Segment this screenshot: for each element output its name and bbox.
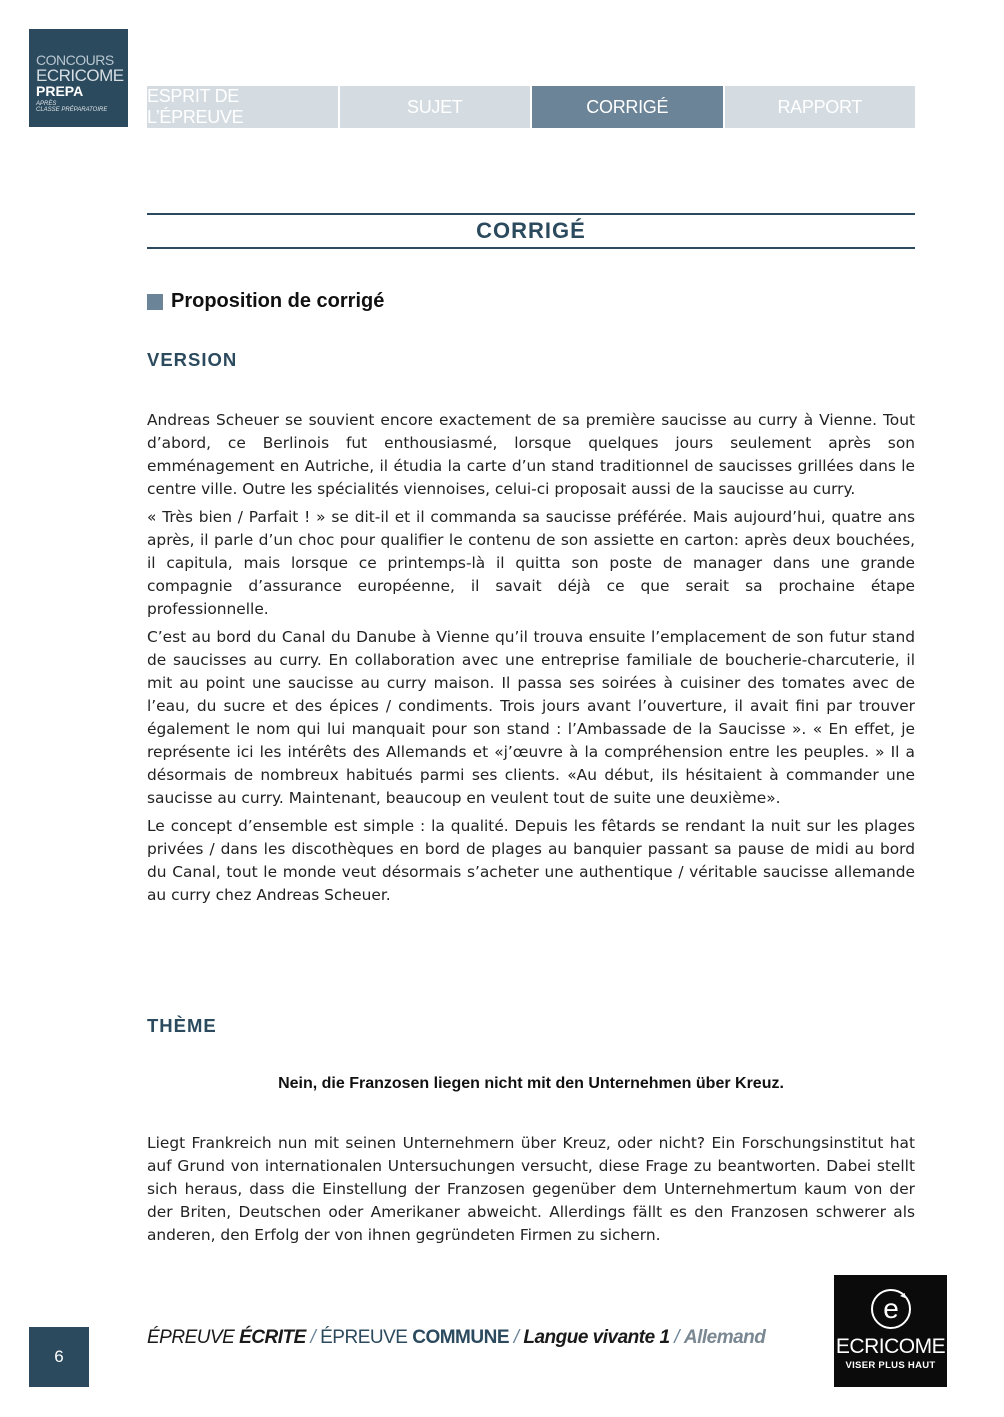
version-paragraph: « Très bien / Parfait ! » se dit-il et il commanda sa saucisse préférée. Mais aujourd’hui, quatre ans après, il parle d’un choc pour qualifier le contenu de son assiette en carton: après deux bouchées, il capitula, mais lorsque ce printemps-là il quitta son poste de manager dans une grande compagnie d’assurance européenne, il savait déjà ce que serait sa prochaine étape professionnelle. [147,508,915,618]
footer-separator: / [509,1327,524,1348]
page-title: CORRIGÉ [476,218,586,243]
footer-exam-info [147,1327,765,1349]
tab-sujet[interactable]: SUJET [340,86,531,128]
footer-separator: / [305,1327,321,1348]
subheading-text: Proposition de corrigé [171,290,385,312]
theme-title: Nein, die Franzosen liegen nicht mit den Unternehmen über Kreuz. [278,1075,784,1092]
logo-line-prepa: PREPA [36,83,84,99]
subheading [147,290,384,313]
theme-label: THÈME [147,1015,217,1036]
concours-logo [29,29,128,127]
tab-esprit-epreuve[interactable]: ESPRIT DE L’ÉPREUVE [147,86,338,128]
page-title-bar [147,213,915,249]
footer-epreuve-label-2: ÉPREUVE [320,1327,413,1348]
version-paragraph: Andreas Scheuer se souvient encore exactement de sa première saucisse au curry à Vienne. Tout d’abord, ce Berlinois fut enthousiasmé, lorsque quelques jours seulement après son emménagement en Autriche, il étudia la carte d’un stand traditionnel de saucisses grillées dans le centre ville. Outre les spécialités viennoises, celui-ci proposait aussi de la saucisse au curry. [147,411,915,498]
version-paragraph: C’est au bord du Canal du Danube à Vienne qu’il trouva ensuite l’emplacement de son futur stand de saucisses au curry. En collaboration avec une entreprise familiale de boucherie-charcuterie, il mit au point une saucisse au curry maison. Il passa ses soirées à cuisiner des tomates avec de l’eau, du sucre et des épices / condiments. Trois jours avant l’ouverture, il avait fini par trouver également le nom qui lui manquait pour son stand : l’Ambassade de la Saucisse ». « En effet, je représente ici les intérêts des Allemands et «j’œuvre à la compréhension entre les peuples. » Il a désormais de nombreux habitués parmi ses clients. «Au début, ils hésitaient à commander une saucisse au curry. Maintenant, beaucoup en veulent tout de suite une deuxième». [147,628,915,807]
square-bullet-icon [147,294,163,310]
footer-separator: / [669,1327,684,1348]
logo-line-apres: APRÈS [36,101,57,107]
logo-line-classe: CLASSE PRÉPARATOIRE [36,107,108,113]
version-text [147,409,915,912]
ecricome-brand-logo [834,1275,947,1387]
footer-commune: COMMUNE [412,1327,509,1348]
footer-epreuve-label: ÉPREUVE [147,1327,240,1348]
page-number: 6 [29,1327,89,1387]
version-label: VERSION [147,349,238,370]
logo-line-ecricome: ECRICOME [36,66,124,85]
e-circle-logo-icon [869,1287,913,1331]
footer-allemand: Allemand [683,1327,766,1348]
section-tabs [147,86,915,128]
theme-text [147,1132,915,1252]
logo-line-concours: CONCOURS [36,52,114,68]
brand-tagline: VISER PLUS HAUT [845,1360,936,1371]
tab-rapport[interactable]: RAPPORT [725,86,916,128]
svg-text:e: e [882,1293,899,1324]
footer-langue: Langue vivante 1 [523,1327,670,1348]
version-paragraph: Le concept d’ensemble est simple : la qualité. Depuis les fêtards se rendant la nuit sur les plages privées / dans les discothèques en bord de plages au banquier passant sa pause de midi au bord du Canal, tout le monde veut désormais s’acheter une authentique / véritable saucisse allemande au curry chez Andreas Scheuer. [147,817,915,904]
theme-paragraph: Liegt Frankreich nun mit seinen Unternehmern über Kreuz, oder nicht? Ein Forschungsinstitut hat auf Grund von internationalen Untersuchungen versucht, diese Frage zu beantworten. Dabei stellt sich heraus, dass die Einstellung der Franzosen gegenüber dem Unternehmertum kaum von der der Briten, Deutschen oder Amerikaner abweicht. Allerdings fällt es den Franzosen schwerer als anderen, den Erfolg der von ihnen gegründeten Firmen zu sichern. [147,1134,915,1244]
tab-corrige[interactable]: CORRIGÉ [532,86,723,128]
brand-name: ECRICOME [835,1335,946,1358]
footer-ecrite: ÉCRITE [239,1327,306,1348]
